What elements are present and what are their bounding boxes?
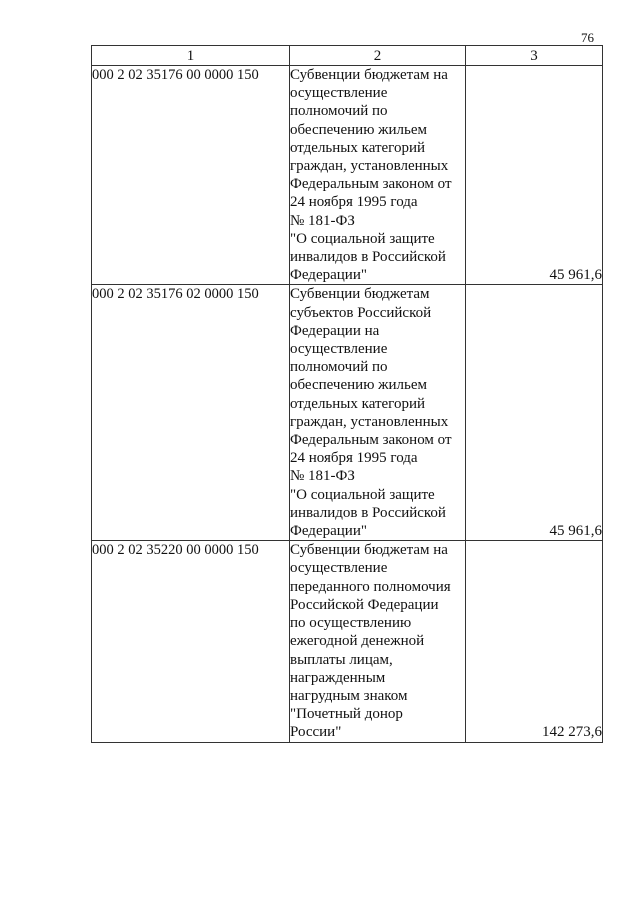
description-cell xyxy=(290,66,466,285)
description-line: осуществление xyxy=(290,85,388,102)
description-line: осуществление xyxy=(290,341,388,358)
description-line: отдельных категорий xyxy=(290,139,426,156)
description-line: граждан, установленных xyxy=(290,158,449,175)
column-header-3: 3 xyxy=(466,46,603,66)
description-line: Субвенции бюджетам xyxy=(290,286,430,303)
description-line: выплаты лицам, xyxy=(290,651,393,668)
description-cell xyxy=(290,541,466,742)
description-line: инвалидов в Российской xyxy=(290,249,446,266)
description-line: Федеральным законом от xyxy=(290,176,452,193)
description-line: полномочий по xyxy=(290,103,388,120)
description-line: по осуществлению xyxy=(290,615,412,632)
description-line: России" xyxy=(290,724,342,741)
description-line: "О социальной защите xyxy=(290,230,435,247)
description-line: награжденным xyxy=(290,669,386,686)
description-line: № 181-ФЗ xyxy=(290,212,355,229)
amount-cell: 45 961,6 xyxy=(466,66,603,285)
table-body xyxy=(92,66,603,743)
budget-code-cell: 000 2 02 35176 02 0000 150 xyxy=(92,285,290,541)
description-line: отдельных категорий xyxy=(290,395,426,412)
description-line: нагрудным знаком xyxy=(290,687,408,704)
header-row xyxy=(92,46,603,66)
description-line: Федерации" xyxy=(290,267,367,284)
table-row xyxy=(92,285,603,541)
budget-code-cell: 000 2 02 35176 00 0000 150 xyxy=(92,66,290,285)
budget-table xyxy=(91,45,603,743)
description-line: 24 ноября 1995 года xyxy=(290,194,418,211)
page-number: 76 xyxy=(581,30,594,45)
description-line: инвалидов в Российской xyxy=(290,504,446,521)
description-line: ежегодной денежной xyxy=(290,633,425,650)
description-line: полномочий по xyxy=(290,359,388,376)
column-header-1: 1 xyxy=(92,46,290,66)
description-line: переданного полномочия xyxy=(290,578,451,595)
description-line: субъектов Российской xyxy=(290,304,432,321)
table-row xyxy=(92,66,603,285)
description-line: № 181-ФЗ xyxy=(290,468,355,485)
amount-cell: 142 273,6 xyxy=(466,541,603,742)
description-line: Субвенции бюджетам на xyxy=(290,67,448,83)
description-line: Федерации" xyxy=(290,523,367,540)
table-row xyxy=(92,541,603,742)
description-line: "О социальной защите xyxy=(290,486,435,503)
description-line: Субвенции бюджетам на xyxy=(290,542,448,559)
description-line: граждан, установленных xyxy=(290,413,449,430)
description-cell xyxy=(290,285,466,541)
description-line: осуществление xyxy=(290,560,388,577)
description-line: Федеральным законом от xyxy=(290,432,452,449)
description-line: Федерации на xyxy=(290,322,380,339)
description-line: Российской Федерации xyxy=(290,596,439,613)
description-line: "Почетный донор xyxy=(290,706,403,723)
description-line: обеспечению жильем xyxy=(290,377,428,394)
budget-code-cell: 000 2 02 35220 00 0000 150 xyxy=(92,541,290,742)
column-header-2: 2 xyxy=(290,46,466,66)
description-line: 24 ноября 1995 года xyxy=(290,450,418,467)
description-line: обеспечению жильем xyxy=(290,121,428,138)
amount-cell: 45 961,6 xyxy=(466,285,603,541)
table-header xyxy=(92,46,603,66)
